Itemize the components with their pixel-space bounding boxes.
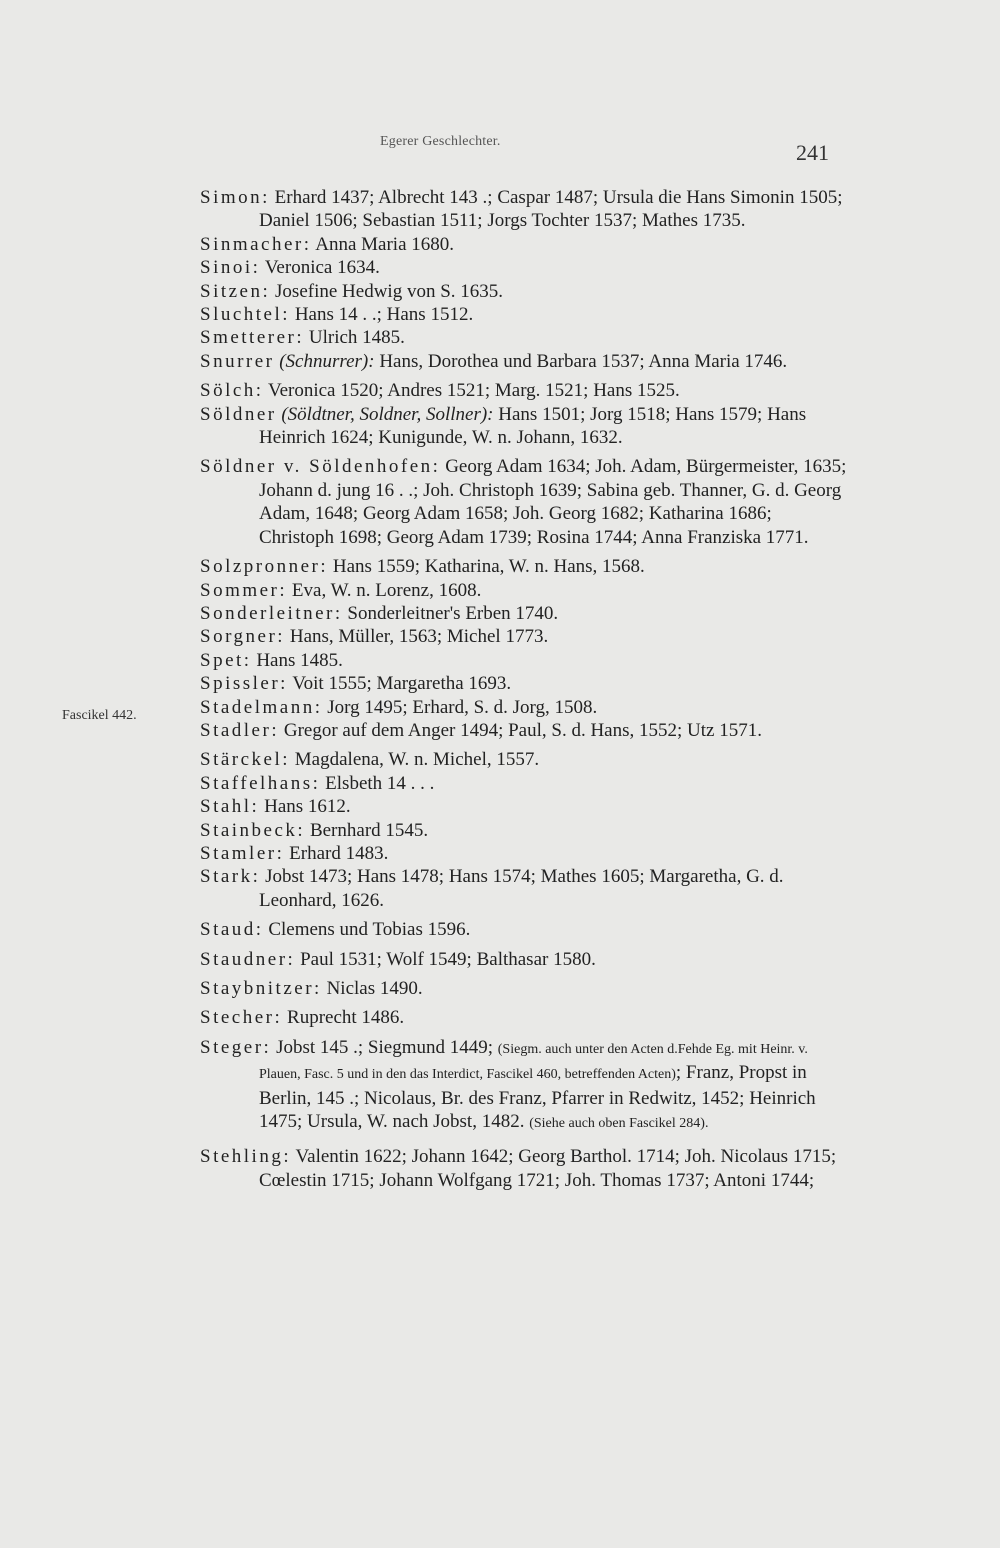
entry bbox=[200, 1006, 850, 1029]
entry bbox=[200, 350, 850, 373]
entry-name: Stecher: bbox=[200, 1007, 283, 1029]
entry-name: Stahl: bbox=[200, 796, 260, 818]
entry-text: Eva, W. n. Lorenz, 1608. bbox=[287, 579, 482, 601]
entry bbox=[200, 326, 850, 349]
entry-name: Spissler: bbox=[200, 673, 288, 695]
entry-name: Sommer: bbox=[200, 579, 288, 601]
entry bbox=[200, 865, 850, 912]
entry bbox=[200, 602, 850, 625]
entry-text: Georg Adam 1634; Joh. Adam, Bürgermeister, 1635; Johann d. jung 16 . .; Joh. Christoph 1639; Sabina geb. Thanner, G. d. Georg Adam, 1648; Georg Adam 1658; Joh. Georg 1682; Katharina 1686; Christoph 1698; Georg Adam 1739; Rosina 1744; Anna Franziska 1771. bbox=[259, 456, 847, 548]
entry-note: (Siehe auch oben Fascikel 284). bbox=[529, 1116, 709, 1132]
entry-stehling bbox=[200, 1145, 850, 1192]
entry bbox=[200, 555, 850, 578]
entry bbox=[200, 842, 850, 865]
entry-text: Jorg 1495; Erhard, S. d. Jorg, 1508. bbox=[322, 696, 598, 718]
entry-text: Josefine Hedwig von S. 1635. bbox=[270, 280, 504, 302]
entry-name: Solzpronner: bbox=[200, 556, 329, 578]
entry-text: Veronica 1520; Andres 1521; Marg. 1521; Hans 1525. bbox=[263, 380, 680, 402]
entry-name: Steger: bbox=[200, 1036, 272, 1058]
entry bbox=[200, 672, 850, 695]
entry bbox=[200, 256, 850, 279]
entry bbox=[200, 795, 850, 818]
entry bbox=[200, 918, 850, 941]
entry bbox=[200, 748, 850, 771]
entry-text: Voit 1555; Margaretha 1693. bbox=[287, 673, 512, 695]
entry-text: Veronica 1634. bbox=[260, 257, 380, 279]
entry bbox=[200, 977, 850, 1000]
entry-text: Clemens und Tobias 1596. bbox=[263, 919, 471, 941]
entry bbox=[200, 379, 850, 402]
entry-name: Staybnitzer: bbox=[200, 978, 322, 999]
entry-text: Hans 1501; Jorg 1518; Hans 1579; Hans Heinrich 1624; Kunigunde, W. n. Johann, 1632. bbox=[259, 403, 807, 449]
entry-name: Stamler: bbox=[200, 842, 285, 864]
entry-text: Ulrich 1485. bbox=[304, 327, 405, 349]
entry-variant: (Schnurrer): bbox=[274, 350, 375, 372]
entry-name: Staffelhans: bbox=[200, 772, 321, 794]
entry-text: Bernhard 1545. bbox=[305, 819, 429, 841]
entry-text: Magdalena, W. n. Michel, 1557. bbox=[290, 749, 540, 771]
entry-name: Stark: bbox=[200, 866, 261, 888]
entry-text: Erhard 1437; Albrecht 143 .; Caspar 1487; Ursula die Hans Simonin 1505; Daniel 1506; Sebastian 1511; Jorgs Tochter 1537; Mathes 1735. bbox=[259, 187, 843, 232]
entry bbox=[200, 233, 850, 256]
entry bbox=[200, 455, 850, 549]
margin-note: Fascikel 442. bbox=[62, 708, 137, 723]
entry-text: Hans 1485. bbox=[251, 649, 343, 671]
entry bbox=[200, 719, 850, 742]
entry-steger bbox=[200, 1036, 850, 1136]
entry-name: Söldner v. Söldenhofen: bbox=[200, 456, 441, 478]
entry bbox=[200, 403, 850, 450]
entry-variant: (Söldtner, Soldner, Sollner): bbox=[276, 403, 494, 425]
running-header: Egerer Geschlechter. bbox=[380, 134, 501, 149]
entry-name: Stärckel: bbox=[200, 749, 291, 771]
entry bbox=[200, 186, 850, 233]
entry-name: Sonderleitner: bbox=[200, 602, 343, 624]
entry bbox=[200, 696, 850, 719]
entry-text: Jobst 1473; Hans 1478; Hans 1574; Mathes 1605; Margaretha, G. d. Leonhard, 1626. bbox=[259, 866, 784, 911]
entry-name: Stadelmann: bbox=[200, 696, 323, 718]
entry-name: Smetterer: bbox=[200, 327, 305, 349]
entry-text: Niclas 1490. bbox=[321, 978, 423, 999]
entry-name: Sölch: bbox=[200, 380, 264, 402]
entry-name: Staud: bbox=[200, 919, 264, 941]
entry-name: Sorgner: bbox=[200, 626, 286, 648]
entry-name: Sinoi: bbox=[200, 257, 261, 279]
entry-text: Jobst 145 .; Siegmund 1449; bbox=[271, 1036, 498, 1058]
entry-text: Anna Maria 1680. bbox=[311, 233, 455, 255]
entry-text: Hans 1612. bbox=[259, 796, 351, 818]
entry-name: Stehling: bbox=[200, 1146, 292, 1168]
entry-list bbox=[200, 186, 850, 1192]
entry-name: Spet: bbox=[200, 649, 252, 671]
entry-text: Hans 14 . .; Hans 1512. bbox=[290, 304, 474, 326]
entry-text: Hans, Müller, 1563; Michel 1773. bbox=[285, 626, 549, 648]
entry-name: Söldner bbox=[200, 403, 277, 425]
entry-text: Paul 1531; Wolf 1549; Balthasar 1580. bbox=[295, 948, 596, 970]
entry-text: Erhard 1483. bbox=[284, 842, 389, 864]
entry-text: Sonderleitner's Erben 1740. bbox=[342, 602, 559, 624]
entry bbox=[200, 772, 850, 795]
entry-text: Elsbeth 14 . . . bbox=[320, 772, 435, 794]
entry bbox=[200, 819, 850, 842]
entry bbox=[200, 625, 850, 648]
entry-name: Stadler: bbox=[200, 719, 280, 741]
entry bbox=[200, 579, 850, 602]
entry-name: Stainbeck: bbox=[200, 819, 306, 841]
entry-text: Hans, Dorothea und Barbara 1537; Anna Maria 1746. bbox=[374, 350, 788, 372]
entry bbox=[200, 948, 850, 971]
entry-name: Simon: bbox=[200, 187, 270, 208]
entry-note: (Siegm. auch unter den Acten d.Fehde Eg. mit Heinr. v. Plauen, Fasc. 5 und in den das Interdict, Fascikel 460, betreffenden Acten) bbox=[259, 1041, 808, 1083]
entry-text: ; Franz, Propst in Berlin, 145 .; Nicolaus, Br. des Franz, Pfarrer in Redwitz, 1452; Heinrich 1475; Ursula, W. nach Jobst, 1482. bbox=[259, 1062, 816, 1133]
entry bbox=[200, 303, 850, 326]
entry-text: Valentin 1622; Johann 1642; Georg Barthol. 1714; Joh. Nicolaus 1715; Cœlestin 1715; Johann Wolfgang 1721; Joh. Thomas 1737; Antoni 1744; bbox=[259, 1146, 837, 1191]
entry-name: Sluchtel: bbox=[200, 304, 291, 326]
entry bbox=[200, 280, 850, 303]
entry-name: Sinmacher: bbox=[200, 233, 312, 255]
entry-text: Gregor auf dem Anger 1494; Paul, S. d. Hans, 1552; Utz 1571. bbox=[279, 719, 762, 741]
page-number: 241 bbox=[796, 140, 829, 165]
entry-name: Snurrer bbox=[200, 350, 275, 372]
entry bbox=[200, 649, 850, 672]
entry-name: Staudner: bbox=[200, 948, 296, 970]
entry-text: Hans 1559; Katharina, W. n. Hans, 1568. bbox=[328, 556, 645, 578]
entry-name: Sitzen: bbox=[200, 280, 271, 302]
entry-text: Ruprecht 1486. bbox=[282, 1007, 405, 1029]
